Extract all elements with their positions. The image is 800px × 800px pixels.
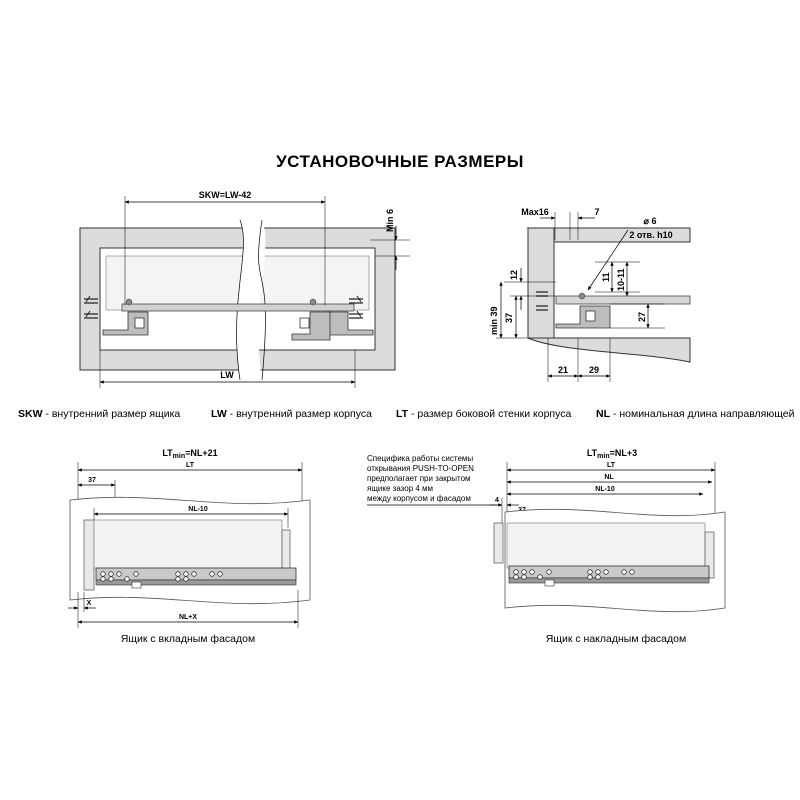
- push-to-open-note-2: открывания PUSH-TO-OPEN: [367, 464, 474, 473]
- ltmin-label-left: $LT_{min}=NL+21$: [162, 448, 218, 460]
- d21-label: 21: [557, 365, 569, 375]
- right-screw-head: [310, 299, 316, 305]
- front-view-cabinet: [80, 190, 410, 388]
- page-title: УСТАНОВОЧНЫЕ РАЗМЕРЫ: [276, 152, 524, 171]
- push-to-open-note-4: ящике зазор 4 мм: [367, 484, 434, 493]
- push-to-open-note-3: предполагает при закрытом: [367, 474, 471, 483]
- d29-label: 29: [588, 365, 600, 375]
- dia6-label: ⌀ 6: [643, 216, 657, 226]
- runner-profile: [556, 306, 610, 328]
- right-runner-hole: [300, 318, 309, 328]
- left-screw-head: [126, 299, 132, 305]
- legend: [18, 408, 795, 420]
- right-runner-slide: [292, 312, 330, 340]
- lw-label: LW: [220, 370, 234, 380]
- nl10-label-right: NL-10: [595, 486, 615, 493]
- push-to-open-note-1: Специфика работы системы: [367, 454, 474, 463]
- d12-label: 12: [509, 269, 519, 280]
- left-runner-hole: [135, 318, 144, 328]
- holes-label: 2 отв. h10: [629, 230, 673, 240]
- right-runner-profile: [328, 312, 373, 335]
- d11-label: 11: [601, 272, 611, 282]
- min6-label: Min 6: [385, 208, 395, 232]
- d27-label: 27: [637, 311, 647, 322]
- ltmin-label-right: $LT_{min}=NL+3$: [586, 448, 638, 460]
- drawer-bottom: [122, 304, 354, 311]
- inset-facade: [84, 520, 94, 590]
- legend-item-skw: SKW - внутренний размер ящика: [18, 408, 181, 420]
- lt-label-left: LT: [185, 462, 195, 469]
- inset-facade-drawing: [68, 448, 310, 645]
- d7-label: 7: [594, 207, 600, 217]
- nlx-label: NL+X: [178, 614, 198, 621]
- drawer-box: [106, 256, 369, 310]
- d37-label: 37: [504, 312, 514, 323]
- min39-label: min 39: [489, 306, 499, 335]
- max16-label: Max16: [521, 207, 549, 217]
- legend-item-lw: LW - внутренний размер корпуса: [211, 408, 372, 420]
- legend-item-nl: NL - номинальная длина направляющей: [596, 408, 795, 420]
- d10-11-label: 10-11: [616, 268, 626, 291]
- legend-item-lt: LT - размер боковой стенки корпуса: [396, 408, 572, 420]
- section-detail: [489, 207, 690, 382]
- lt-label-right: LT: [606, 462, 616, 469]
- skw-label: SKW=LW-42: [198, 190, 252, 200]
- nl10-label-left: NL-10: [188, 506, 208, 513]
- side-wall: [528, 228, 554, 338]
- runner-screw: [579, 293, 585, 299]
- caption-overlay-facade: Ящик с накладным фасадом: [545, 633, 687, 645]
- push-to-open-note-5: между корпусом и фасадом: [367, 494, 471, 503]
- drawer-bottom-section: [556, 296, 690, 304]
- caption-inset-facade: Ящик с вкладным фасадом: [120, 633, 256, 645]
- drawer-box-right: [507, 523, 705, 568]
- d37-label-left: 37: [88, 477, 96, 484]
- drawer-box-left: [94, 520, 282, 568]
- overlay-facade: [494, 523, 503, 563]
- nl-label-right: NL: [604, 474, 614, 481]
- runner-hole: [586, 311, 595, 321]
- bottom-panel: [528, 338, 690, 362]
- overlay-facade-drawing: [367, 448, 725, 645]
- d4-label: 4: [495, 497, 499, 504]
- x-label: X: [86, 600, 92, 607]
